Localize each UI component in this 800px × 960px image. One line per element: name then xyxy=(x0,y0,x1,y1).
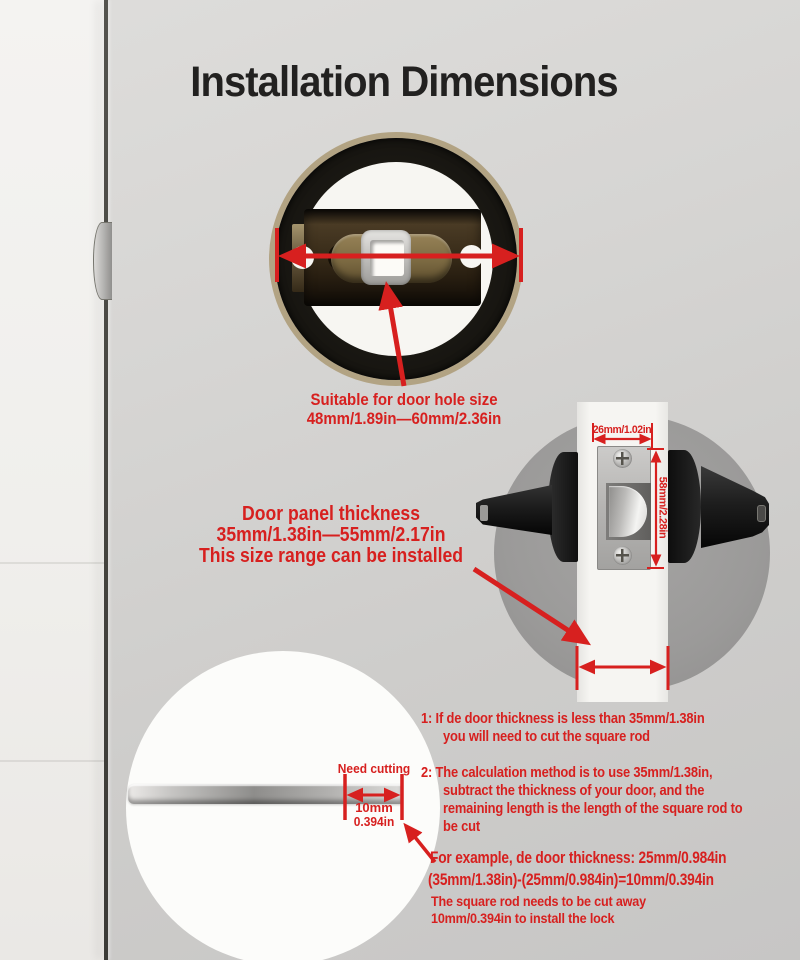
screw-icon xyxy=(613,546,632,565)
hole-size-caption-line1: Suitable for door hole size xyxy=(310,390,498,409)
handle-rose-right xyxy=(668,450,701,563)
instruction-2-line3: remaining length is the length of the square rod to xyxy=(443,800,743,817)
handle-rose-left xyxy=(548,452,578,562)
spindle-square-hole xyxy=(370,240,404,276)
wall-crease-line xyxy=(0,562,104,564)
cut-length-in-label: 0.394in xyxy=(353,814,395,829)
panel-thickness-caption-line2: 35mm/1.38in—55mm/2.17in xyxy=(216,524,446,546)
latch-plate-hole-right xyxy=(460,245,483,268)
panel-thickness-caption-line3: This size range can be installed xyxy=(198,545,464,567)
instruction-2-line4: be cut xyxy=(443,818,480,835)
door-edge xyxy=(104,0,108,960)
faceplate-height-label: 58mm/2.28in xyxy=(656,476,669,539)
example-line2: (35mm/1.38in)-(25mm/0.984in)=10mm/0.394in xyxy=(428,871,714,889)
example-note-line2: 10mm/0.394in to install the lock xyxy=(431,910,615,926)
hole-size-caption-line2: 48mm/1.89in—60mm/2.36in xyxy=(306,409,502,428)
door-latch-bolt-side xyxy=(93,222,112,300)
instruction-2-line2: subtract the thickness of your door, and the xyxy=(443,782,705,799)
panel-thickness-caption-line1: Door panel thickness xyxy=(241,503,421,525)
wall-background xyxy=(0,0,104,960)
wall-crease-line xyxy=(0,760,104,762)
screw-icon xyxy=(613,449,632,468)
lever-slot-right xyxy=(757,505,766,522)
example-line1: For example, de door thickness: 25mm/0.984in xyxy=(430,849,727,867)
instruction-1-line2: you will need to cut the square rod xyxy=(443,728,650,745)
instruction-2-line1: 2: The calculation method is to use 35mm/1.38in, xyxy=(421,764,713,781)
faceplate-width-label: 26mm/1.02in xyxy=(592,424,652,436)
instruction-1-line1: 1: If de door thickness is less than 35mm/1.38in xyxy=(421,710,705,727)
cut-length-mm-label: 10mm xyxy=(355,800,393,815)
page-title: Installation Dimensions xyxy=(190,58,618,106)
lever-slot-left xyxy=(480,505,488,521)
example-note-line1: The square rod needs to be cut away xyxy=(431,893,646,909)
need-cutting-label: Need cutting xyxy=(337,761,411,776)
latch-plate-hole-left xyxy=(291,246,314,269)
